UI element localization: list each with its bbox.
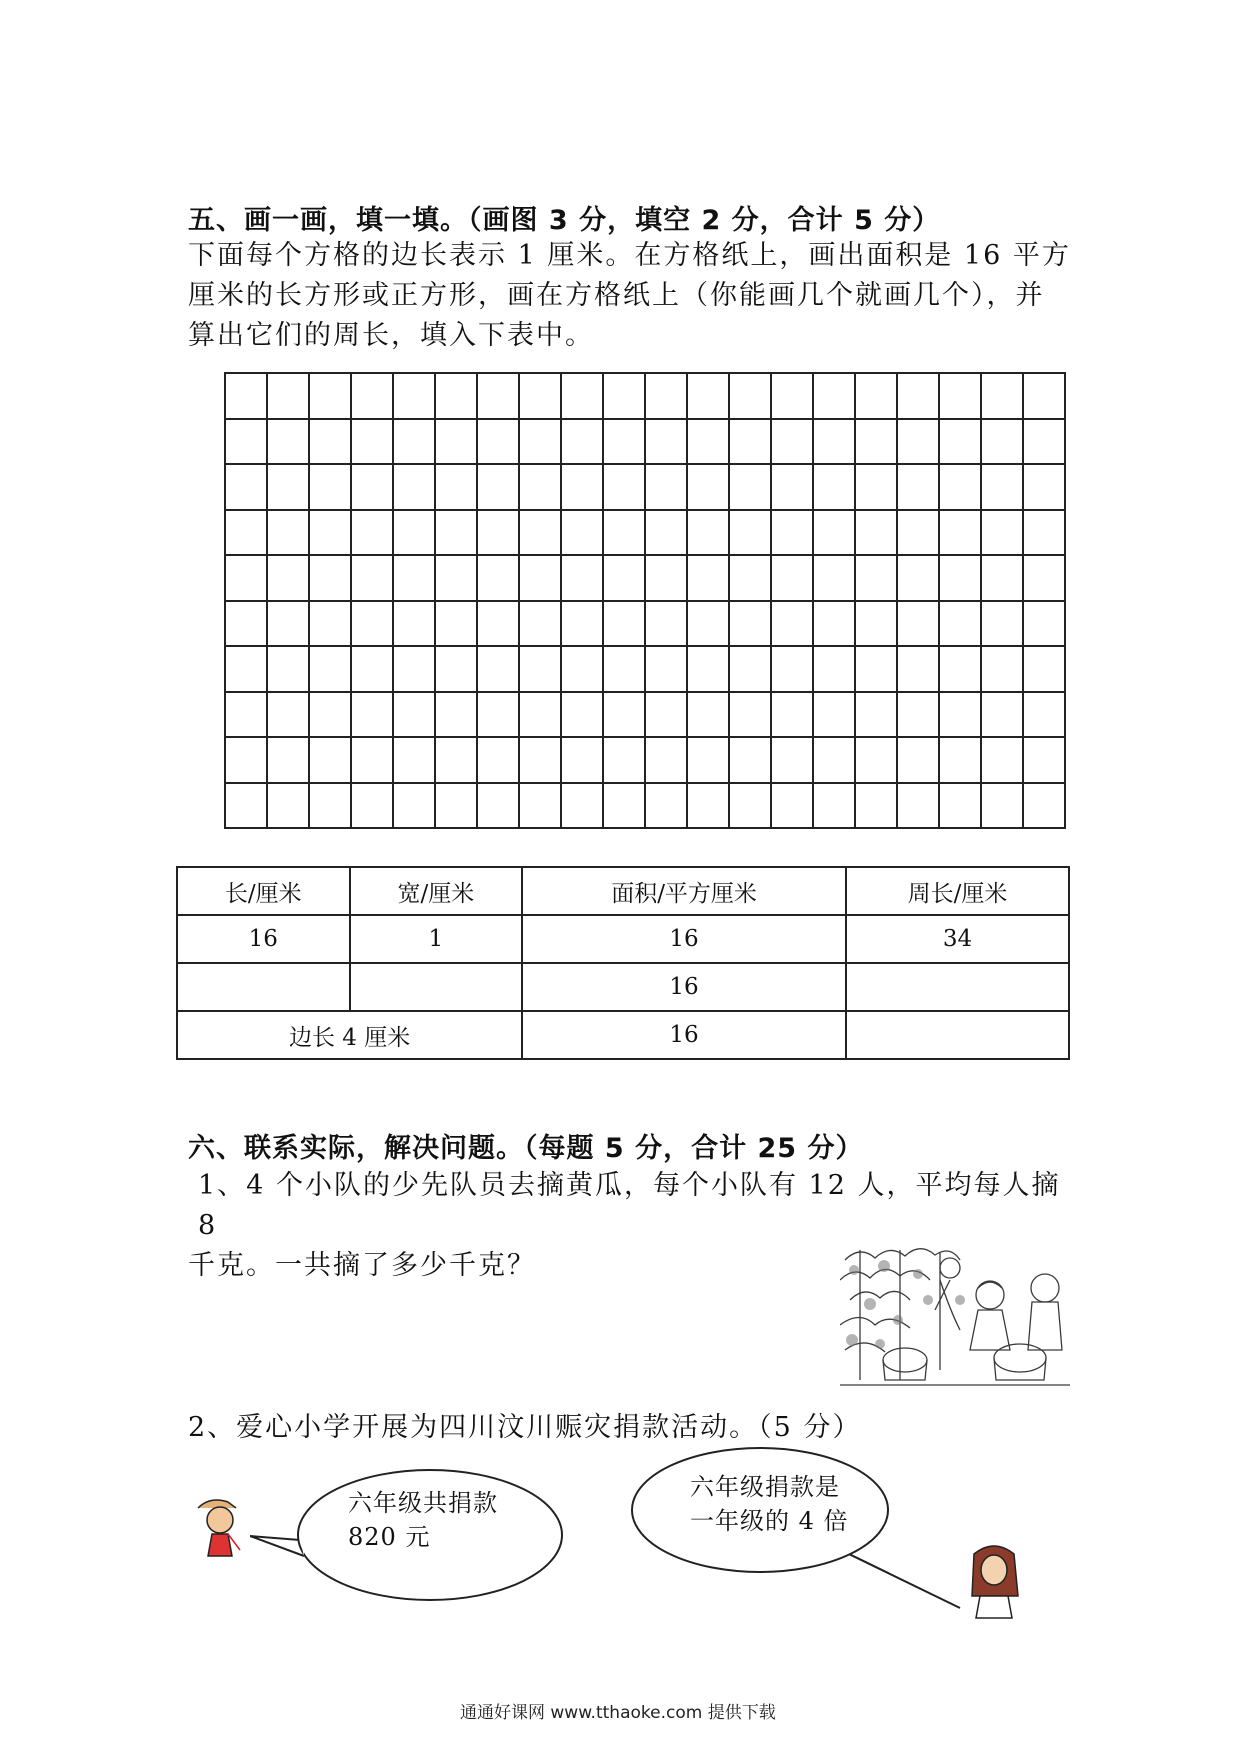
grid-cell[interactable] [352, 465, 394, 511]
grid-cell[interactable] [562, 738, 604, 784]
grid-cell[interactable] [688, 647, 730, 693]
grid-cell[interactable] [310, 784, 352, 830]
grid-cell[interactable] [772, 556, 814, 602]
grid-cell[interactable] [1024, 374, 1066, 420]
question-1-line-1: 1、4 个小队的少先队员去摘黄瓜，每个小队有 12 人，平均每人摘 8 [198, 1170, 1061, 1241]
grid-cell[interactable] [352, 374, 394, 420]
grid-cell[interactable] [436, 602, 478, 648]
grid-cell[interactable] [730, 602, 772, 648]
grid-cell[interactable] [394, 738, 436, 784]
grid-cell[interactable] [562, 420, 604, 466]
grid-cell[interactable] [1024, 738, 1066, 784]
grid-cell[interactable] [772, 374, 814, 420]
grid-cell[interactable] [730, 556, 772, 602]
grid-cell[interactable] [688, 738, 730, 784]
cell-width-blank[interactable] [350, 963, 523, 1011]
grid-cell[interactable] [646, 420, 688, 466]
grid-cell[interactable] [562, 556, 604, 602]
question-1-line-2: 千克。一共摘了多少千克？ [188, 1250, 536, 1281]
grid-cell[interactable] [646, 465, 688, 511]
grid-cell[interactable] [394, 784, 436, 830]
grid-cell[interactable] [814, 602, 856, 648]
grid-cell[interactable] [604, 420, 646, 466]
grid-cell[interactable] [730, 465, 772, 511]
table-header-row [177, 867, 1069, 915]
grid-cell[interactable] [352, 602, 394, 648]
grid-cell[interactable] [940, 511, 982, 557]
grid-cell[interactable] [226, 602, 268, 648]
grid-cell[interactable] [478, 465, 520, 511]
grid-cell[interactable] [940, 647, 982, 693]
grid-cell[interactable] [310, 738, 352, 784]
grid-cell[interactable] [520, 511, 562, 557]
grid-cell[interactable] [562, 647, 604, 693]
grid-cell[interactable] [1024, 556, 1066, 602]
grid-cell[interactable] [982, 465, 1024, 511]
grid-cell[interactable] [982, 693, 1024, 739]
grid-cell[interactable] [226, 465, 268, 511]
grid-cell[interactable] [520, 374, 562, 420]
grid-cell[interactable] [604, 784, 646, 830]
grid-cell[interactable] [604, 511, 646, 557]
bubble-right-line-1: 六年级捐款是 [690, 1473, 840, 1501]
grid-cell[interactable] [436, 420, 478, 466]
cell-area: 16 [522, 963, 846, 1011]
grid-cell[interactable] [898, 511, 940, 557]
grid-cell[interactable] [394, 693, 436, 739]
grid-cell[interactable] [1024, 784, 1066, 830]
grid-cell[interactable] [814, 511, 856, 557]
grid-cell[interactable] [856, 556, 898, 602]
grid-cell[interactable] [772, 465, 814, 511]
grid-cell[interactable] [478, 738, 520, 784]
grid-cell[interactable] [562, 465, 604, 511]
grid-cell[interactable] [520, 738, 562, 784]
girl-with-long-hair-icon [960, 1540, 1030, 1620]
grid-cell[interactable] [478, 693, 520, 739]
grid-cell[interactable] [898, 465, 940, 511]
grid-cell[interactable] [562, 693, 604, 739]
grid-cell[interactable] [898, 602, 940, 648]
grid-cell[interactable] [310, 374, 352, 420]
grid-cell[interactable] [520, 420, 562, 466]
grid-cell[interactable] [1024, 465, 1066, 511]
bubble-left-text [348, 1486, 498, 1554]
grid-cell[interactable] [940, 738, 982, 784]
grid-cell[interactable] [604, 647, 646, 693]
grid-cell[interactable] [730, 420, 772, 466]
grid-cell[interactable] [478, 374, 520, 420]
grid-cell[interactable] [814, 738, 856, 784]
bubble-right-text [690, 1470, 849, 1538]
grid-cell[interactable] [478, 784, 520, 830]
grid-cell[interactable] [1024, 511, 1066, 557]
grid-cell[interactable] [394, 511, 436, 557]
grid-cell[interactable] [856, 602, 898, 648]
grid-cell[interactable] [688, 556, 730, 602]
grid-cell[interactable] [394, 556, 436, 602]
grid-cell[interactable] [646, 738, 688, 784]
grid-cell[interactable] [940, 465, 982, 511]
grid-cell[interactable] [730, 374, 772, 420]
grid-cell[interactable] [814, 556, 856, 602]
header-width: 宽/厘米 [350, 867, 523, 915]
grid-cell[interactable] [856, 420, 898, 466]
grid-cell[interactable] [898, 420, 940, 466]
grid-cell[interactable] [856, 465, 898, 511]
grid-cell[interactable] [604, 738, 646, 784]
grid-cell[interactable] [646, 374, 688, 420]
grid-cell[interactable] [772, 647, 814, 693]
grid-cell[interactable] [268, 556, 310, 602]
grid-cell[interactable] [226, 511, 268, 557]
grid-cell[interactable] [814, 693, 856, 739]
grid-cell[interactable] [520, 465, 562, 511]
grid-cell[interactable] [478, 556, 520, 602]
grid-cell[interactable] [604, 374, 646, 420]
grid-cell[interactable] [1024, 647, 1066, 693]
grid-cell[interactable] [1024, 602, 1066, 648]
grid-cell[interactable] [604, 556, 646, 602]
grid-cell[interactable] [982, 602, 1024, 648]
grid-cell[interactable] [226, 784, 268, 830]
grid-cell[interactable] [646, 647, 688, 693]
cell-perimeter-blank[interactable] [846, 963, 1069, 1011]
grid-cell[interactable] [856, 374, 898, 420]
grid-cell[interactable] [352, 556, 394, 602]
grid-cell[interactable] [982, 556, 1024, 602]
header-perimeter: 周长/厘米 [846, 867, 1069, 915]
grid-cell[interactable] [688, 784, 730, 830]
grid-cell[interactable] [856, 647, 898, 693]
header-area: 面积/平方厘米 [522, 867, 846, 915]
grid-cell[interactable] [268, 420, 310, 466]
grid-cell[interactable] [1024, 693, 1066, 739]
cell-area: 16 [522, 1011, 846, 1059]
grid-cell[interactable] [772, 738, 814, 784]
grid-cell[interactable] [268, 693, 310, 739]
grid-cell[interactable] [856, 738, 898, 784]
answer-table [176, 866, 1070, 1060]
grid-cell[interactable] [352, 511, 394, 557]
grid-cell[interactable] [772, 602, 814, 648]
grid-cell[interactable] [604, 465, 646, 511]
grid-cell[interactable] [394, 465, 436, 511]
grid-cell[interactable] [940, 784, 982, 830]
grid-cell[interactable] [310, 647, 352, 693]
grid-cell[interactable] [814, 465, 856, 511]
instruction-line-2: 厘米的长方形或正方形，画在方格纸上（你能画几个就画几个），并 [188, 280, 1045, 311]
grid-cell[interactable] [898, 556, 940, 602]
cell-perimeter-blank[interactable] [846, 1011, 1069, 1059]
instruction-line-1: 下面每个方格的边长表示 1 厘米。在方格纸上，画出面积是 16 平方 [188, 240, 1071, 271]
grid-cell[interactable] [436, 374, 478, 420]
grid-cell[interactable] [268, 738, 310, 784]
grid-cell[interactable] [730, 647, 772, 693]
grid-cell[interactable] [436, 647, 478, 693]
grid-cell[interactable] [394, 420, 436, 466]
grid-cell[interactable] [352, 693, 394, 739]
grid-cell[interactable] [940, 556, 982, 602]
grid-cell[interactable] [310, 693, 352, 739]
grid-cell[interactable] [478, 647, 520, 693]
grid-cell[interactable] [520, 693, 562, 739]
grid-cell[interactable] [982, 511, 1024, 557]
grid-cell[interactable] [478, 420, 520, 466]
grid-cell[interactable] [268, 784, 310, 830]
grid-cell[interactable] [646, 556, 688, 602]
grid-cell[interactable] [940, 693, 982, 739]
grid-cell[interactable] [772, 511, 814, 557]
grid-cell[interactable] [562, 374, 604, 420]
grid-cell[interactable] [688, 602, 730, 648]
grid-cell[interactable] [268, 511, 310, 557]
grid-cell[interactable] [268, 374, 310, 420]
grid-cell[interactable] [730, 511, 772, 557]
grid-cell[interactable] [436, 784, 478, 830]
grid-cell[interactable] [268, 465, 310, 511]
grid-cell[interactable] [310, 465, 352, 511]
cell-perimeter: 34 [846, 915, 1069, 963]
table-row [177, 1011, 1069, 1059]
grid-cell[interactable] [226, 374, 268, 420]
bubble-left-line-2: 820 元 [348, 1523, 431, 1551]
grid-cell[interactable] [310, 556, 352, 602]
grid-cell[interactable] [310, 602, 352, 648]
grid-cell[interactable] [856, 511, 898, 557]
grid-cell[interactable] [520, 602, 562, 648]
grid-cell[interactable] [352, 738, 394, 784]
section5-instructions [188, 236, 1088, 356]
grid-cell[interactable] [688, 465, 730, 511]
grid-cell[interactable] [436, 693, 478, 739]
grid-cell[interactable] [940, 374, 982, 420]
grid-cell[interactable] [814, 784, 856, 830]
grid-cell[interactable] [772, 693, 814, 739]
grid-cell[interactable] [562, 511, 604, 557]
grid-cell[interactable] [352, 647, 394, 693]
grid-cell[interactable] [646, 784, 688, 830]
cell-area: 16 [522, 915, 846, 963]
cell-length: 16 [177, 915, 350, 963]
grid-cell[interactable] [478, 602, 520, 648]
grid-cell[interactable] [646, 602, 688, 648]
grid-cell[interactable] [646, 693, 688, 739]
grid-cell[interactable] [982, 420, 1024, 466]
section6-heading: 六、联系实际，解决问题。（每题 5 分，合计 25 分） [188, 1133, 864, 1164]
grid-cell[interactable] [982, 738, 1024, 784]
grid-cell[interactable] [562, 784, 604, 830]
grid-cell[interactable] [394, 374, 436, 420]
grid-cell[interactable] [646, 511, 688, 557]
grid-cell[interactable] [520, 556, 562, 602]
square-grid-paper[interactable] [224, 372, 1066, 829]
grid-cell[interactable] [772, 420, 814, 466]
grid-cell[interactable] [688, 693, 730, 739]
grid-cell[interactable] [814, 420, 856, 466]
grid-cell[interactable] [352, 420, 394, 466]
grid-cell[interactable] [688, 420, 730, 466]
grid-cell[interactable] [856, 784, 898, 830]
footer-credit: 通通好课网 www.tthaoke.com 提供下载 [460, 1703, 776, 1723]
grid-cell[interactable] [940, 420, 982, 466]
instruction-line-3: 算出它们的周长，填入下表中。 [188, 320, 594, 351]
grid-cell[interactable] [478, 511, 520, 557]
grid-cell[interactable] [730, 784, 772, 830]
grid-cell[interactable] [898, 647, 940, 693]
grid-cell[interactable] [1024, 420, 1066, 466]
grid-cell[interactable] [604, 602, 646, 648]
grid-cell[interactable] [982, 784, 1024, 830]
grid-cell[interactable] [604, 693, 646, 739]
grid-cell[interactable] [814, 374, 856, 420]
section5-heading: 五、画一画，填一填。（画图 3 分，填空 2 分，合计 5 分） [188, 205, 941, 236]
grid-cell[interactable] [898, 374, 940, 420]
cell-square-side: 边长 4 厘米 [177, 1011, 522, 1059]
grid-cell[interactable] [982, 647, 1024, 693]
cucumber-picking-illustration-icon [840, 1240, 1070, 1390]
grid-cell[interactable] [772, 784, 814, 830]
grid-cell[interactable] [730, 693, 772, 739]
grid-cell[interactable] [226, 556, 268, 602]
table-row [177, 963, 1069, 1011]
grid-cell[interactable] [562, 602, 604, 648]
bubble-right-line-2: 一年级的 4 倍 [690, 1507, 849, 1535]
grid-cell[interactable] [352, 784, 394, 830]
bubble-left-line-1: 六年级共捐款 [348, 1489, 498, 1517]
grid-cell[interactable] [394, 602, 436, 648]
grid-cell[interactable] [436, 465, 478, 511]
table-row [177, 915, 1069, 963]
grid-cell[interactable] [520, 784, 562, 830]
cell-width: 1 [350, 915, 523, 963]
grid-cell[interactable] [436, 738, 478, 784]
grid-cell[interactable] [268, 602, 310, 648]
grid-cell[interactable] [226, 693, 268, 739]
grid-cell[interactable] [982, 374, 1024, 420]
grid-cell[interactable] [436, 511, 478, 557]
question-2: 2、爱心小学开展为四川汶川赈灾捐款活动。（5 分） [188, 1412, 862, 1443]
cell-length-blank[interactable] [177, 963, 350, 1011]
grid-cell[interactable] [520, 647, 562, 693]
grid-cell[interactable] [436, 556, 478, 602]
grid-cell[interactable] [310, 511, 352, 557]
grid-cell[interactable] [688, 374, 730, 420]
grid-cell[interactable] [856, 693, 898, 739]
header-length: 长/厘米 [177, 867, 350, 915]
grid-cell[interactable] [268, 647, 310, 693]
grid-cell[interactable] [688, 511, 730, 557]
grid-cell[interactable] [226, 420, 268, 466]
grid-cell[interactable] [940, 602, 982, 648]
grid-cell[interactable] [310, 420, 352, 466]
grid-cell[interactable] [730, 738, 772, 784]
grid-cell[interactable] [898, 693, 940, 739]
grid-cell[interactable] [226, 738, 268, 784]
grid-cell[interactable] [898, 738, 940, 784]
grid-cell[interactable] [898, 784, 940, 830]
grid-cell[interactable] [394, 647, 436, 693]
grid-cell[interactable] [814, 647, 856, 693]
grid-cell[interactable] [226, 647, 268, 693]
